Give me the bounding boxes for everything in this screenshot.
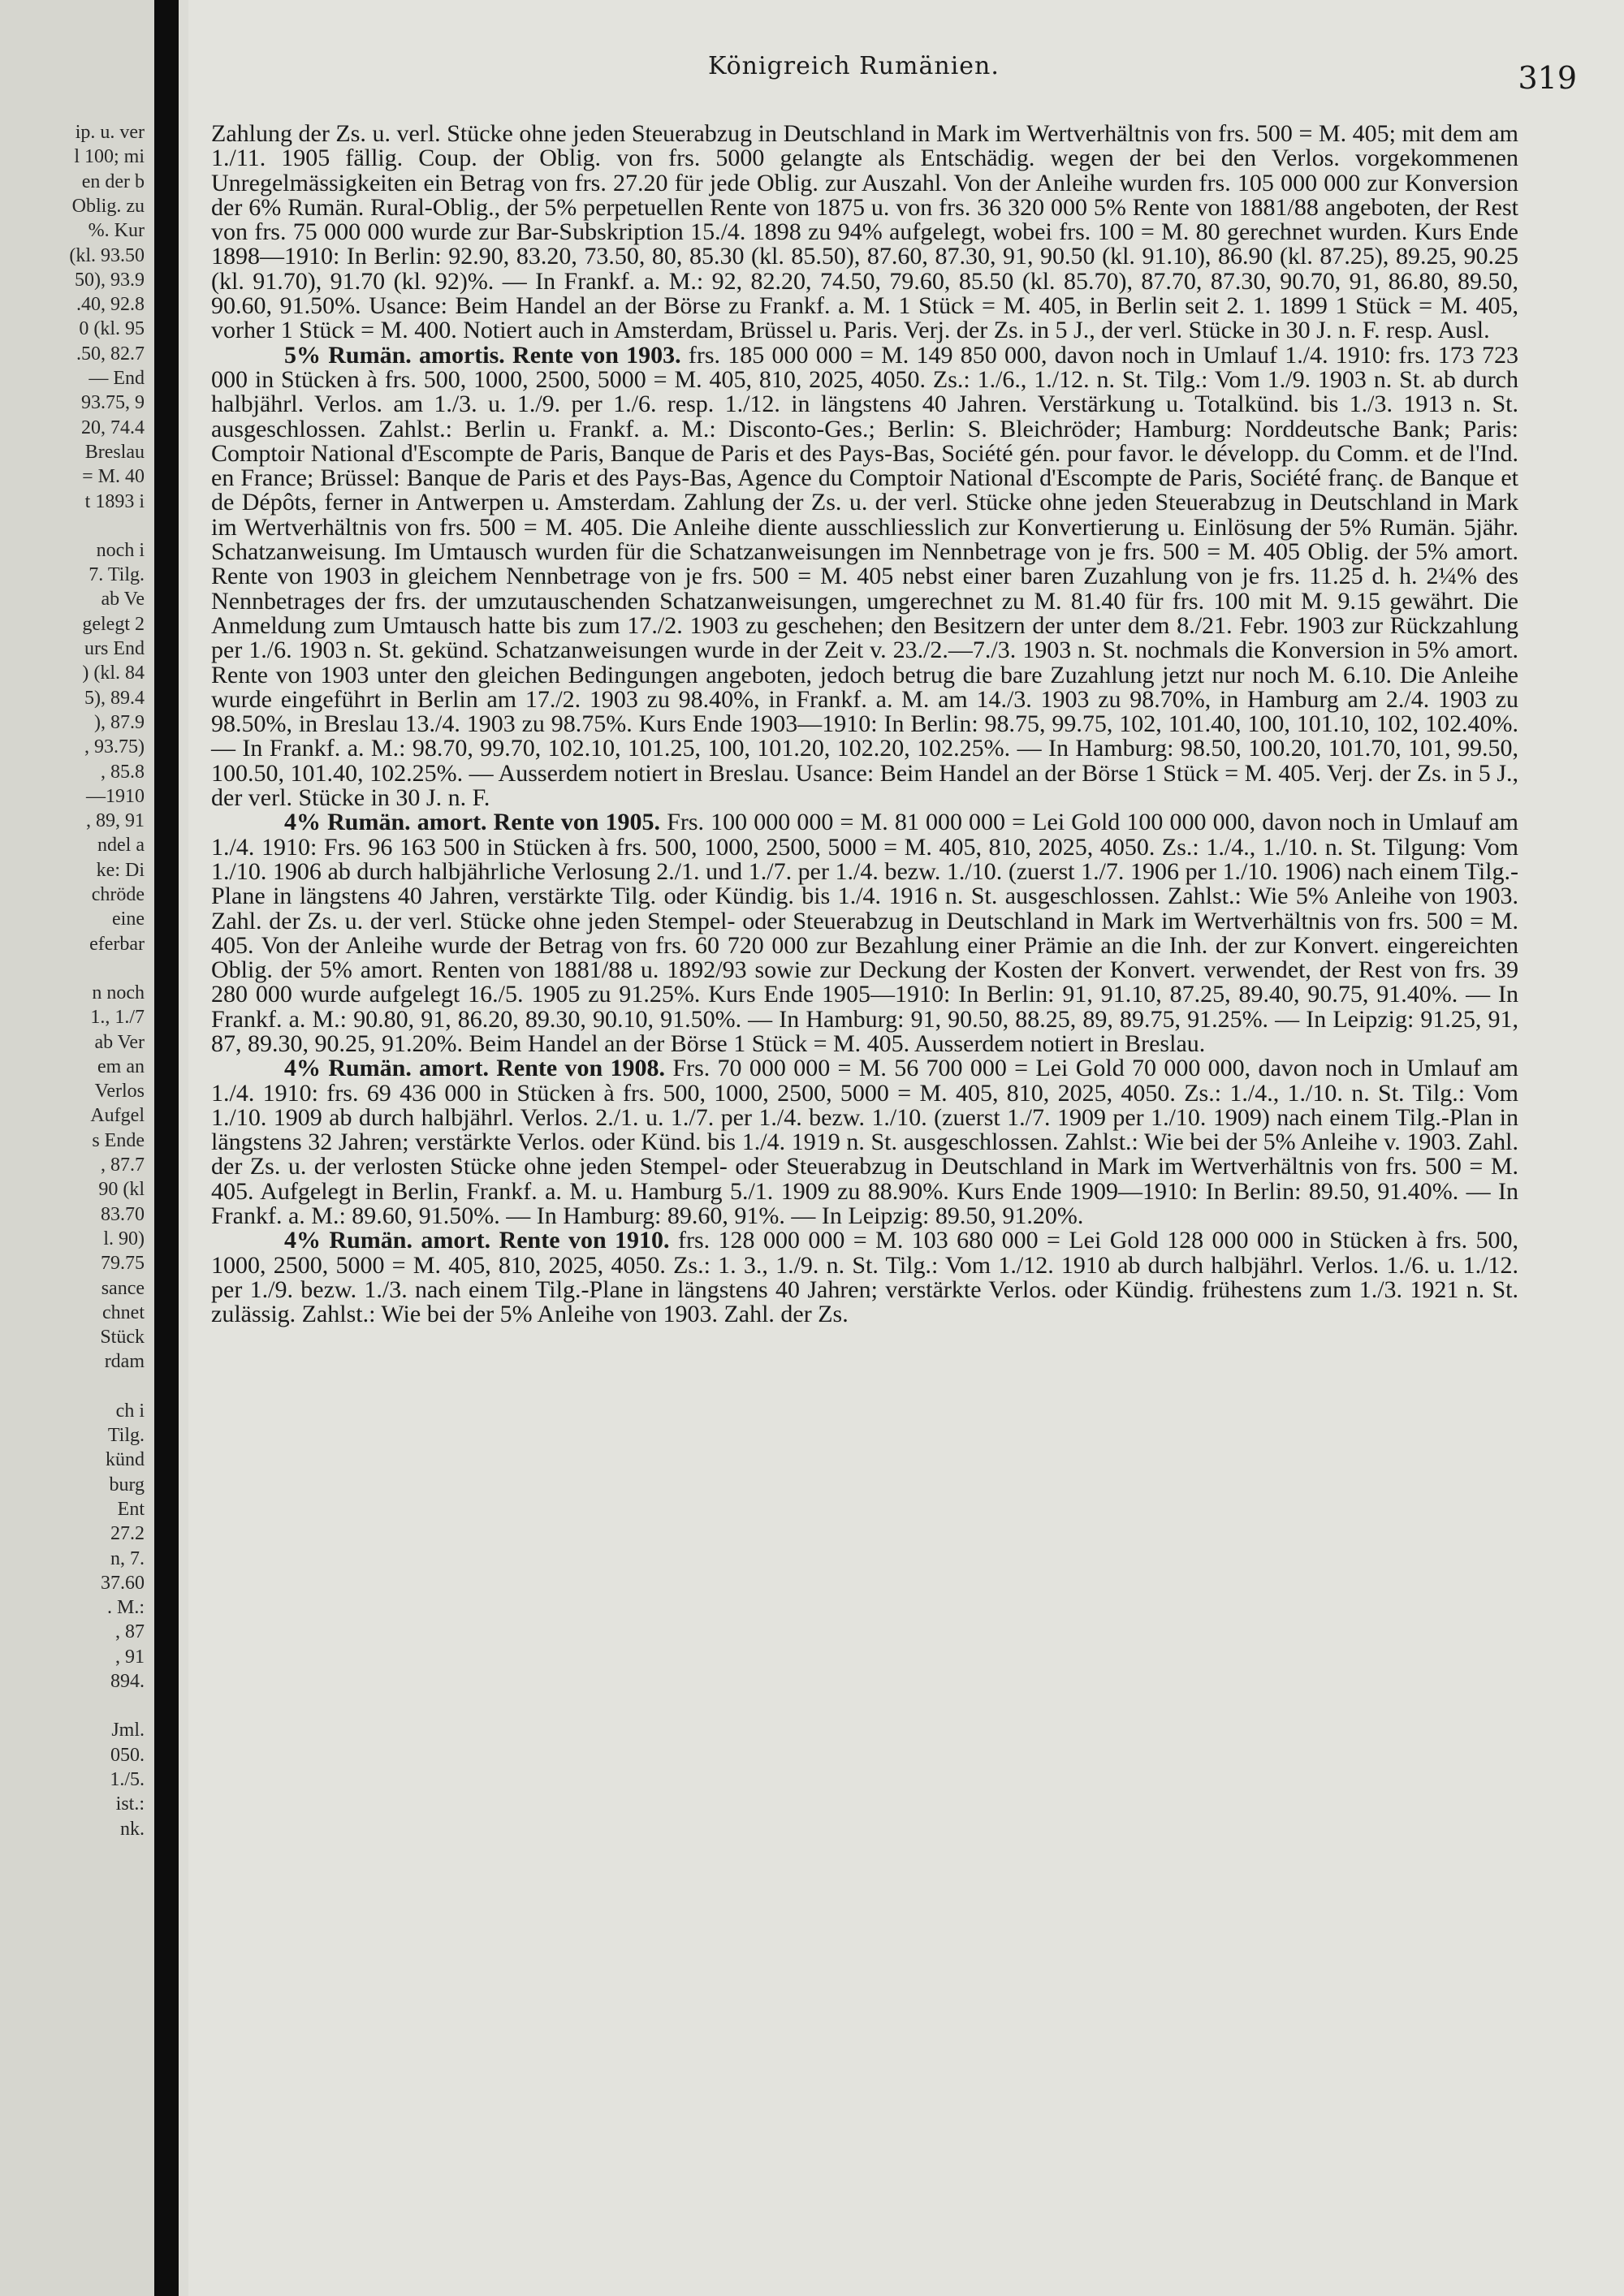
- margin-fragment-line: 5), 89.4: [84, 687, 145, 709]
- margin-fragment-line: = M. 40: [82, 466, 145, 488]
- paragraph: [211, 122, 1518, 343]
- margin-fragment-line: —1910: [86, 785, 145, 807]
- body-text: [211, 122, 1518, 1327]
- paragraph-text: frs. 128 000 000 = M. 103 680 000 = Lei Gold 128 000 000 in Stücken à frs. 500, 1000, 2500, 5000 = M. 405, 810, 2025, 4050. Zs.: 1. 3., 1./9. n. St. Tilg.: Vom 1./12. 1910 ab durch halbjährl. Verlos. 1./6. u. 1./12. per 1./9. bezw. 1./3. nach einem Tilg.-Plane in längstens 40 Jahren; verstärkte Verlos. oder Kündig. frühestens zum 1./3. 1921 n. St. zulässig. Zahlst.: Wie bei der 5% Anleihe von 1903. Zahl. der Zs.: [211, 1227, 1518, 1328]
- section-heading: 5% Rumän. amortis. Rente von 1903.: [284, 341, 681, 369]
- margin-fragment-line: 20, 74.4: [81, 416, 145, 438]
- margin-fragment-line: eine: [112, 908, 145, 930]
- margin-fragment-line: Verlos: [94, 1081, 145, 1103]
- margin-fragment-line: Aufgel: [90, 1105, 145, 1127]
- margin-fragment-line: ndel a: [97, 835, 145, 857]
- margin-fragment-line: , 87: [115, 1621, 145, 1643]
- margin-fragment-line: Jml.: [111, 1720, 145, 1741]
- margin-fragment-line: ip. u. ver: [75, 122, 145, 143]
- section-heading: 4% Rumän. amort. Rente von 1910.: [284, 1227, 670, 1254]
- margin-fragment-line: ist.:: [115, 1793, 145, 1815]
- margin-fragment-line: gelegt 2: [82, 613, 145, 635]
- margin-fragment-line: künd: [106, 1449, 145, 1471]
- margin-fragment-line: n, 7.: [110, 1547, 145, 1569]
- paragraph: [211, 343, 1518, 811]
- margin-fragment-line: ke: Di: [96, 859, 145, 881]
- margin-fragment-line: t 1893 i: [84, 490, 145, 512]
- margin-fragment-line: 79.75: [101, 1253, 145, 1275]
- margin-fragment-line: ) (kl. 84: [82, 662, 145, 684]
- margin-fragment-line: , 85.8: [101, 761, 145, 783]
- margin-fragment-line: Oblig. zu: [71, 195, 145, 217]
- margin-fragment-line: %. Kur: [88, 220, 145, 242]
- margin-fragment-line: ch i: [115, 1400, 145, 1422]
- margin-fragment-line: Breslau: [84, 441, 145, 463]
- paragraph: [211, 810, 1518, 1056]
- margin-fragment-line: 894.: [110, 1671, 145, 1692]
- margin-fragment-line: chnet: [102, 1301, 145, 1323]
- margin-fragment-line: nk.: [120, 1818, 145, 1840]
- margin-fragment-line: sance: [101, 1277, 145, 1299]
- section-heading: 4% Rumän. amort. Rente von 1905.: [284, 809, 661, 836]
- margin-fragment-line: 37.60: [101, 1572, 145, 1594]
- margin-fragment-line: 7. Tilg.: [89, 564, 145, 586]
- margin-fragment-line: . M.:: [106, 1597, 145, 1619]
- margin-fragment-line: noch i: [96, 539, 145, 561]
- margin-fragment-line: , 89, 91: [86, 810, 145, 832]
- margin-fragment-line: em an: [97, 1055, 145, 1077]
- paragraph-text: Zahlung der Zs. u. verl. Stücke ohne jeden Steuerabzug in Deutschland in Mark im Wertverhältnis von frs. 500 = M. 405; mit dem am 1./11. 1905 fällig. Coup. der Oblig. von frs. 5000 gelangte als Entschädig. wegen der bei den Verlos. vorgekommenen Unregelmässigkeiten ein Betrag von frs. 27.20 für jede Oblig. zur Auszahl. Von der Anleihe wurden frs. 105 000 000 zur Konversion der 6% Rumän. Rural-Oblig., der 5% perpetuellen Rente von 1875 u. von frs. 36 320 000 5% Rente von 1881/88 angeboten, der Rest von frs. 75 000 000 wurde zur Bar-Subskription 15./4. 1898 zu 94% aufgelegt, wobei frs. 100 = M. 80 gerechnet wurden. Kurs Ende 1898—1910: In Berlin: 92.90, 83.20, 73.50, 80, 85.30 (kl. 85.50), 87.60, 87.30, 91, 90.50 (kl. 91.10), 86.90 (kl. 87.25), 89.25, 90.25 (kl. 91.70), 91.70 (kl. 92)%. — In Frankf. a. M.: 92, 82.20, 74.50, 79.60, 85.50 (kl. 85.70), 87.70, 87.30, 90.70, 91, 86.80, 89.50, 90.60, 91.50%. Usance: Beim Handel an der Börse zu Frankf. a. M. 1 Stück = M. 405, in Berlin seit 2. 1. 1899 1 Stück = M. 405, vorher 1 Stück = M. 400. Notiert auch in Amsterdam, Brüssel u. Paris. Verj. der Zs. in 5 J., der verl. Stücke in 30 J. n. F. resp. Ausl.: [211, 120, 1518, 344]
- margin-fragment-line: n noch: [92, 982, 145, 1003]
- margin-fragment-line: 1./5.: [110, 1768, 145, 1790]
- margin-fragment-line: ab Ver: [94, 1031, 145, 1053]
- margin-fragment-line: 93.75, 9: [81, 392, 145, 414]
- margin-fragment-line: 0 (kl. 95: [79, 318, 145, 340]
- running-head: Königreich Rumänien.: [708, 52, 1000, 80]
- paragraph-text: Frs. 100 000 000 = M. 81 000 000 = Lei Gold 100 000 000, davon noch in Umlauf am 1./4. 1910: Frs. 96 163 500 in Stücken à frs. 500, 1000, 2500, 5000 = M. 405, 810, 2025, 4050. Zs.: 1./4., 1./10. n. St. Tilgung: Vom 1./10. 1906 ab durch halbjährliche Verlosung 2./1. und 1./7. per 1./4. bezw. 1./10. (zuerst 1./7. 1906 per 1./10. 1906) nach einem Tilg.-Plane in längstens 40 Jahren, verstärkte Tilg. oder Kündig. bis 1./4. 1916 n. St. ausgeschlossen. Zahlst.: Wie 5% Anleihe von 1903. Zahl. der Zs. u. der verl. Stücke ohne jeden Stempel- oder Steuerabzug in Deutschland in Mark im Wertverhältnis von frs. 500 = M. 405. Von der Anleihe wurde der Betrag von frs. 60 720 000 zur Bezahlung einer Prämie an die Inh. der zur Konvert. eingereichten Oblig. der 5% amort. Renten von 1881/88 u. 1892/93 sowie zur Deckung der Kosten der Konvert. verwendet, der Rest von frs. 39 280 000 wurde aufgelegt 16./5. 1905 zu 91.25%. Kurs Ende 1905—1910: In Berlin: 91, 91.10, 87.25, 89.40, 90.75, 91.40%. — In Frankf. a. M.: 90.80, 91, 86.20, 89.30, 90.10, 91.50%. — In Hamburg: 91, 90.50, 88.25, 89, 89.75, 91.25%. — In Leipzig: 91.25, 91, 87, 89.30, 90.25, 91.20%. Beim Handel an der Börse 1 Stück = M. 405. Ausserdem notiert in Breslau.: [211, 809, 1518, 1057]
- margin-fragment-line: 27.2: [110, 1523, 145, 1545]
- margin-fragment-line: Ent: [117, 1498, 145, 1520]
- margin-fragment-line: chröde: [91, 884, 145, 905]
- page: [188, 0, 1624, 2296]
- margin-fragment-line: ), 87.9: [94, 711, 145, 733]
- margin-fragment-line: eferbar: [89, 933, 145, 955]
- margin-fragment-line: 83.70: [101, 1203, 145, 1225]
- margin-fragment-line: — End: [89, 368, 145, 389]
- paragraph-text: frs. 185 000 000 = M. 149 850 000, davon noch in Umlauf 1./4. 1910: frs. 173 723 000 in Stücken à frs. 500, 1000, 2500, 5000 = M. 405, 810, 2025, 4050. Zs.: 1./6., 1./12. n. St. Tilg.: Vom 1./9. 1903 n. St. ab durch halbjährl. Verlos. am 1./3. u. 1./9. per 1./6. resp. 1./12. in längstens 40 Jahren. Verstärkung u. Totalkünd. bis 1./3. 1913 n. St. ausgeschlossen. Zahlst.: Berlin u. Frankf. a. M.: Disconto-Ges.; Berlin: S. Bleichröder; Hamburg: Norddeutsche Bank; Paris: Comptoir National d'Escompte de Paris, Banque de Paris et des Pays-Bas, Société gén. pour favor. le développ. du Comm. et de l'Ind. en France; Brüssel: Banque de Paris et des Pays-Bas, Agence du Comptoir National d'Escompte de Paris, Société franç. de Banque et de Dépôts, ferner in Antwerpen u. Amsterdam. Zahlung der Zs. u. der verl. Stücke ohne jeden Steuerabzug in Deutschland in Mark im Wertverhältnis von frs. 500 = M. 405. Die Anleihe diente ausschliesslich zur Konvertierung u. Einlösung der 5% Rumän. 5jähr. Schatzanweisung. Im Umtausch wurden für die Schatzanweisungen im Nennbetrage von je frs. 500 = M. 405 Oblig. der 5% amort. Rente von 1903 in gleichem Nennbetrage von je frs. 500 = M. 405 nebst einer baren Zuzahlung von je frs. 11.25 d. h. 2¼% des Nennbetrages der frs. der umzutauschenden Schatzanweisungen, umgerechnet zu M. 81.40 für frs. 100 mit M. 9.15 gewährt. Die Anmeldung zum Umtausch hatte bis zum 17./2. 1903 zu geschehen; den Besitzern der unter dem 8./21. Febr. 1903 zur Rückzahlung per 1./6. 1903 n. St. gekünd. Schatzanweisungen wurde in der Zeit v. 23./2.—7./3. 1903 n. St. nochmals die Konversion in 5% amort. Rente von 1903 unter den gleichen Bedingungen angeboten, jedoch betrug die bare Zuzahlung jetzt nur noch M. 6.10. Die Anleihe wurde eingeführt in Berlin am 17./2. 1903 zu 98.40%, in Frankf. a. M. am 14./3. 1903 zu 98.70%, in Hamburg am 2./4. 1903 zu 98.50%, in Breslau 13./4. 1903 zu 98.75%. Kurs Ende 1903—1910: In Berlin: 98.75, 99.75, 102, 101.40, 100, 101.10, 102, 102.40%. — In Frankf. a. M.: 98.70, 99.70, 102.10, 101.25, 100, 101.20, 102.20, 102.25%. — In Hamburg: 98.50, 100.20, 101.70, 101, 99.50, 100.50, 101.40, 102.25%. — Ausserdem notiert in Breslau. Usance: Beim Handel an der Börse 1 Stück = M. 405. Verj. der Zs. in 5 J., der verl. Stücke in 30 J. n. F.: [211, 341, 1518, 812]
- margin-fragment-line: l 100; mi: [74, 146, 145, 168]
- margin-fragment-line: , 87.7: [101, 1154, 145, 1176]
- margin-fragment-line: .50, 82.7: [76, 343, 145, 365]
- margin-fragment-line: burg: [109, 1474, 145, 1495]
- margin-fragment-line: rdam: [104, 1351, 145, 1373]
- section-heading: 4% Rumän. amort. Rente von 1908.: [284, 1055, 666, 1082]
- margin-fragment-line: .40, 92.8: [76, 294, 145, 316]
- previous-page-fragment: [0, 0, 154, 2296]
- margin-fragment-line: 1., 1./7: [90, 1007, 145, 1029]
- margin-fragment-line: s Ende: [92, 1129, 145, 1151]
- margin-fragment-line: , 91: [115, 1646, 145, 1668]
- paragraph: [211, 1056, 1518, 1228]
- margin-fragment-line: Stück: [100, 1327, 145, 1349]
- paragraph: [211, 1228, 1518, 1327]
- margin-fragment-line: urs End: [84, 638, 145, 659]
- margin-fragment-line: 90 (kl: [98, 1179, 145, 1201]
- book-gutter: [154, 0, 179, 2296]
- margin-fragment-line: en der b: [81, 170, 145, 192]
- paragraph-text: Frs. 70 000 000 = M. 56 700 000 = Lei Gold 70 000 000, davon noch in Umlauf am 1./4. 1910: frs. 69 436 000 in Stücken à frs. 500, 1000, 2500, 5000 = M. 405, 810, 2025, 4050. Zs.: 1./4., 1./10. n. St. Tilg.: Vom 1./10. 1909 ab durch halbjährl. Verlos. 2./1. u. 1./7. per 1./4. bezw. 1./10. (zuerst 1./7. 1909 per 1./10. 1909) nach einem Tilg.-Plan in längstens 32 Jahren; verstärkte Verlos. oder Künd. bis 1./4. 1919 n. St. ausgeschlossen. Zahlst.: Wie bei der 5% Anleihe v. 1903. Zahl. der Zs. u. der verlosten Stücke ohne jeden Stempel- oder Steuerabzug in Deutschland in Mark im Wertverhältnis von frs. 500 = M. 405. Aufgelegt in Berlin, Frankf. a. M. u. Hamburg 5./1. 1909 zu 88.90%. Kurs Ende 1909—1910: In Berlin: 89.50, 91.40%. — In Frankf. a. M.: 89.60, 91.50%. — In Hamburg: 89.60, 91%. — In Leipzig: 89.50, 91.20%.: [211, 1055, 1518, 1230]
- margin-fragment-line: l. 90): [103, 1228, 145, 1249]
- margin-fragment-line: (kl. 93.50: [69, 244, 145, 266]
- margin-fragment-line: 050.: [110, 1744, 145, 1766]
- margin-fragment-line: , 93.75): [84, 736, 145, 758]
- page-number: 319: [1518, 60, 1577, 96]
- margin-fragment-line: ab Ve: [101, 589, 145, 611]
- margin-fragment-line: Tilg.: [107, 1425, 145, 1446]
- margin-fragment-line: 50), 93.9: [75, 269, 145, 291]
